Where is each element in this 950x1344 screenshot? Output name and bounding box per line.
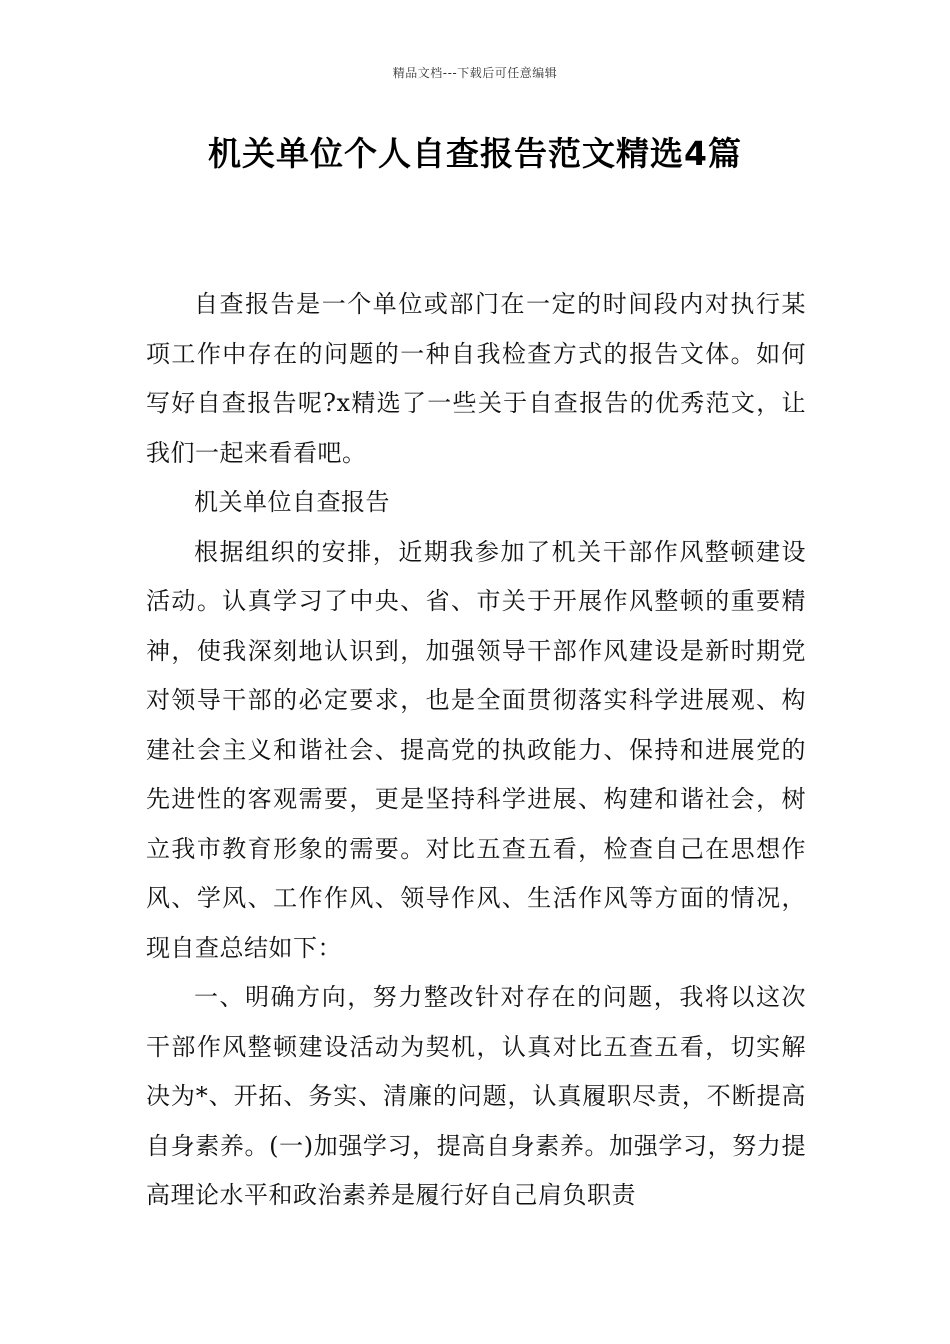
document-title: 机关单位个人自查报告范文精选4篇 — [208, 134, 742, 173]
header-note: 精品文档---下载后可任意编辑 — [392, 66, 558, 80]
document-body — [146, 280, 806, 1221]
paragraph-main: 根据组织的安排，近期我参加了机关干部作风整顿建设活动。认真学习了中央、省、市关于开展作风整顿的重要精神，使我深刻地认识到，加强领导干部作风建设是新时期党对领导干部的必定要求，也是全面贯彻落实科学进展观、构建社会主义和谐社会、提高党的执政能力、保持和进展党的先进性的客观需要，更是坚持科学进展、构建和谐社会，树立我市教育形象的需要。对比五查五看，检查自己在思想作风、学风、工作作风、领导作风、生活作风等方面的情况，现自查总结如下： — [146, 537, 806, 962]
paragraph-section-one: 一、明确方向，努力整改针对存在的问题，我将以这次干部作风整顿建设活动为契机，认真对比五查五看，切实解决为*、开拓、务实、清廉的问题，认真履职尽责，不断提高自身素养。(一)加强学习，提高自身素养。加强学习，努力提高理论水平和政治素养是履行好自己肩负职责 — [146, 983, 806, 1209]
paragraph-intro: 自查报告是一个单位或部门在一定的时间段内对执行某项工作中存在的问题的一种自我检查方式的报告文体。如何写好自查报告呢?x精选了一些关于自查报告的优秀范文，让我们一起来看看吧。 — [146, 290, 806, 467]
section-heading: 机关单位自查报告 — [194, 488, 390, 516]
